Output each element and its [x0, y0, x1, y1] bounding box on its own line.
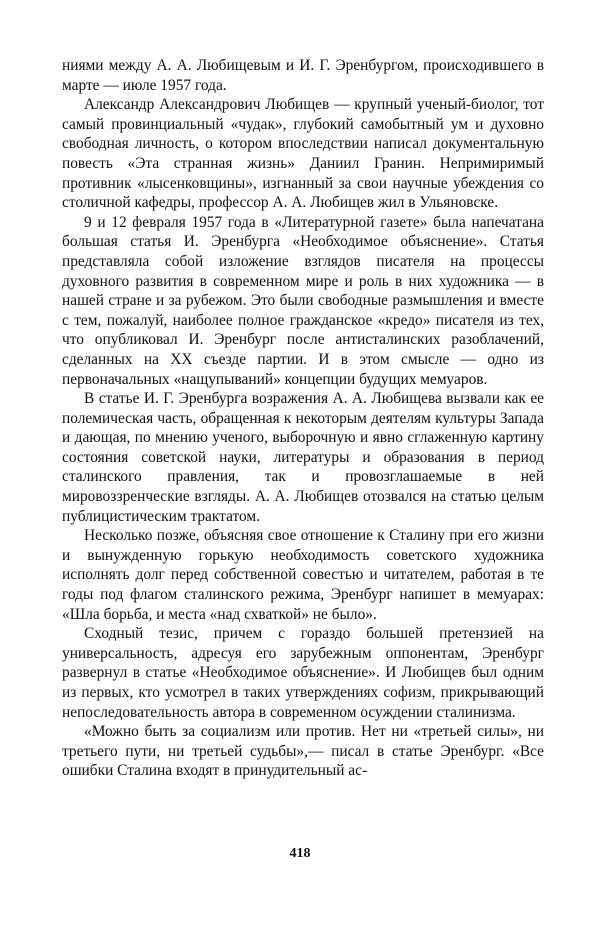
paragraph-ehrenburg-article: 9 и 12 февраля 1957 года в «Литературной газете» была напечатана большая статья И. Эренбурга «Необходимое объяснение». Статья представляла собой изложение взглядов писателя на процессы духовного развития в современном мире и роль в них художника — в нашей стране и за рубежом. Это были свободные размышления и вместе с тем, пожалуй, наиболее полное гражданское «кредо» писателя из тех, что опубликовал И. Эренбург после антисталинских разоблачений, сделанных на XX съезде партии. И в этом смысле — одно из первоначальных «нащупываний» концепции будущих мемуаров. — [62, 213, 544, 388]
paragraph-continuation: ниями между А. А. Любищевым и И. Г. Эренбургом, происходившего в марте — июле 1957 года. — [62, 57, 544, 94]
paragraph-thesis: Сходный тезис, причем с гораздо большей претензией на универсальность, адресуя его зарубежным оппонентам, Эренбург развернул в статье «Необходимое объяснение». И Любищев был одним из первых, кто усмотрел в таких утверждениях софизм, прикрывающий непоследовательность автора в современном осуждении сталинизма. — [62, 625, 544, 721]
document-page — [62, 56, 544, 781]
paragraph-memoirs: Несколько позже, объясняя свое отношение к Сталину при его жизни и вынужденную горькую необходимость советского художника исполнять долг перед собственной совестью и читателем, работая в те годы под флагом сталинского режима, Эренбург напишет в мемуарах: «Шла борьба, и места «над схваткой» не было». — [62, 527, 544, 623]
page-number: 418 — [289, 846, 311, 861]
paragraph-quote: «Можно быть за социализм или против. Нет ни «третьей силы», ни третьего пути, ни третьей судьбы»,— писал в статье Эренбург. «Все ошибки Сталина входят в принудительный ас- — [62, 723, 544, 780]
paragraph-lyubishchev-bio: Александр Александрович Любищев — крупный ученый-биолог, тот самый провинциальный «чудак», глубокий самобытный ум и духовно свободная личность, о котором впоследствии написал документальную повесть «Эта странная жизнь» Даниил Гранин. Непримиримый противник «лысенковщины», изгнанный за свои научные убеждения со столичной кафедры, профессор А. А. Любищев жил в Ульяновске. — [62, 96, 544, 212]
paragraph-objections: В статье И. Г. Эренбурга возражения А. А. Любищева вызвали как ее полемическая часть, обращенная к некоторым деятелям культуры Запада и дающая, по мнению ученого, выборочную и явно сглаженную картину состояния советской науки, литературы и образования в период сталинского правления, так и провозглашаемые в ней мировоззренческие взгляды. А. А. Любищев отозвался на статью целым публицистическим трактатом. — [62, 390, 544, 525]
